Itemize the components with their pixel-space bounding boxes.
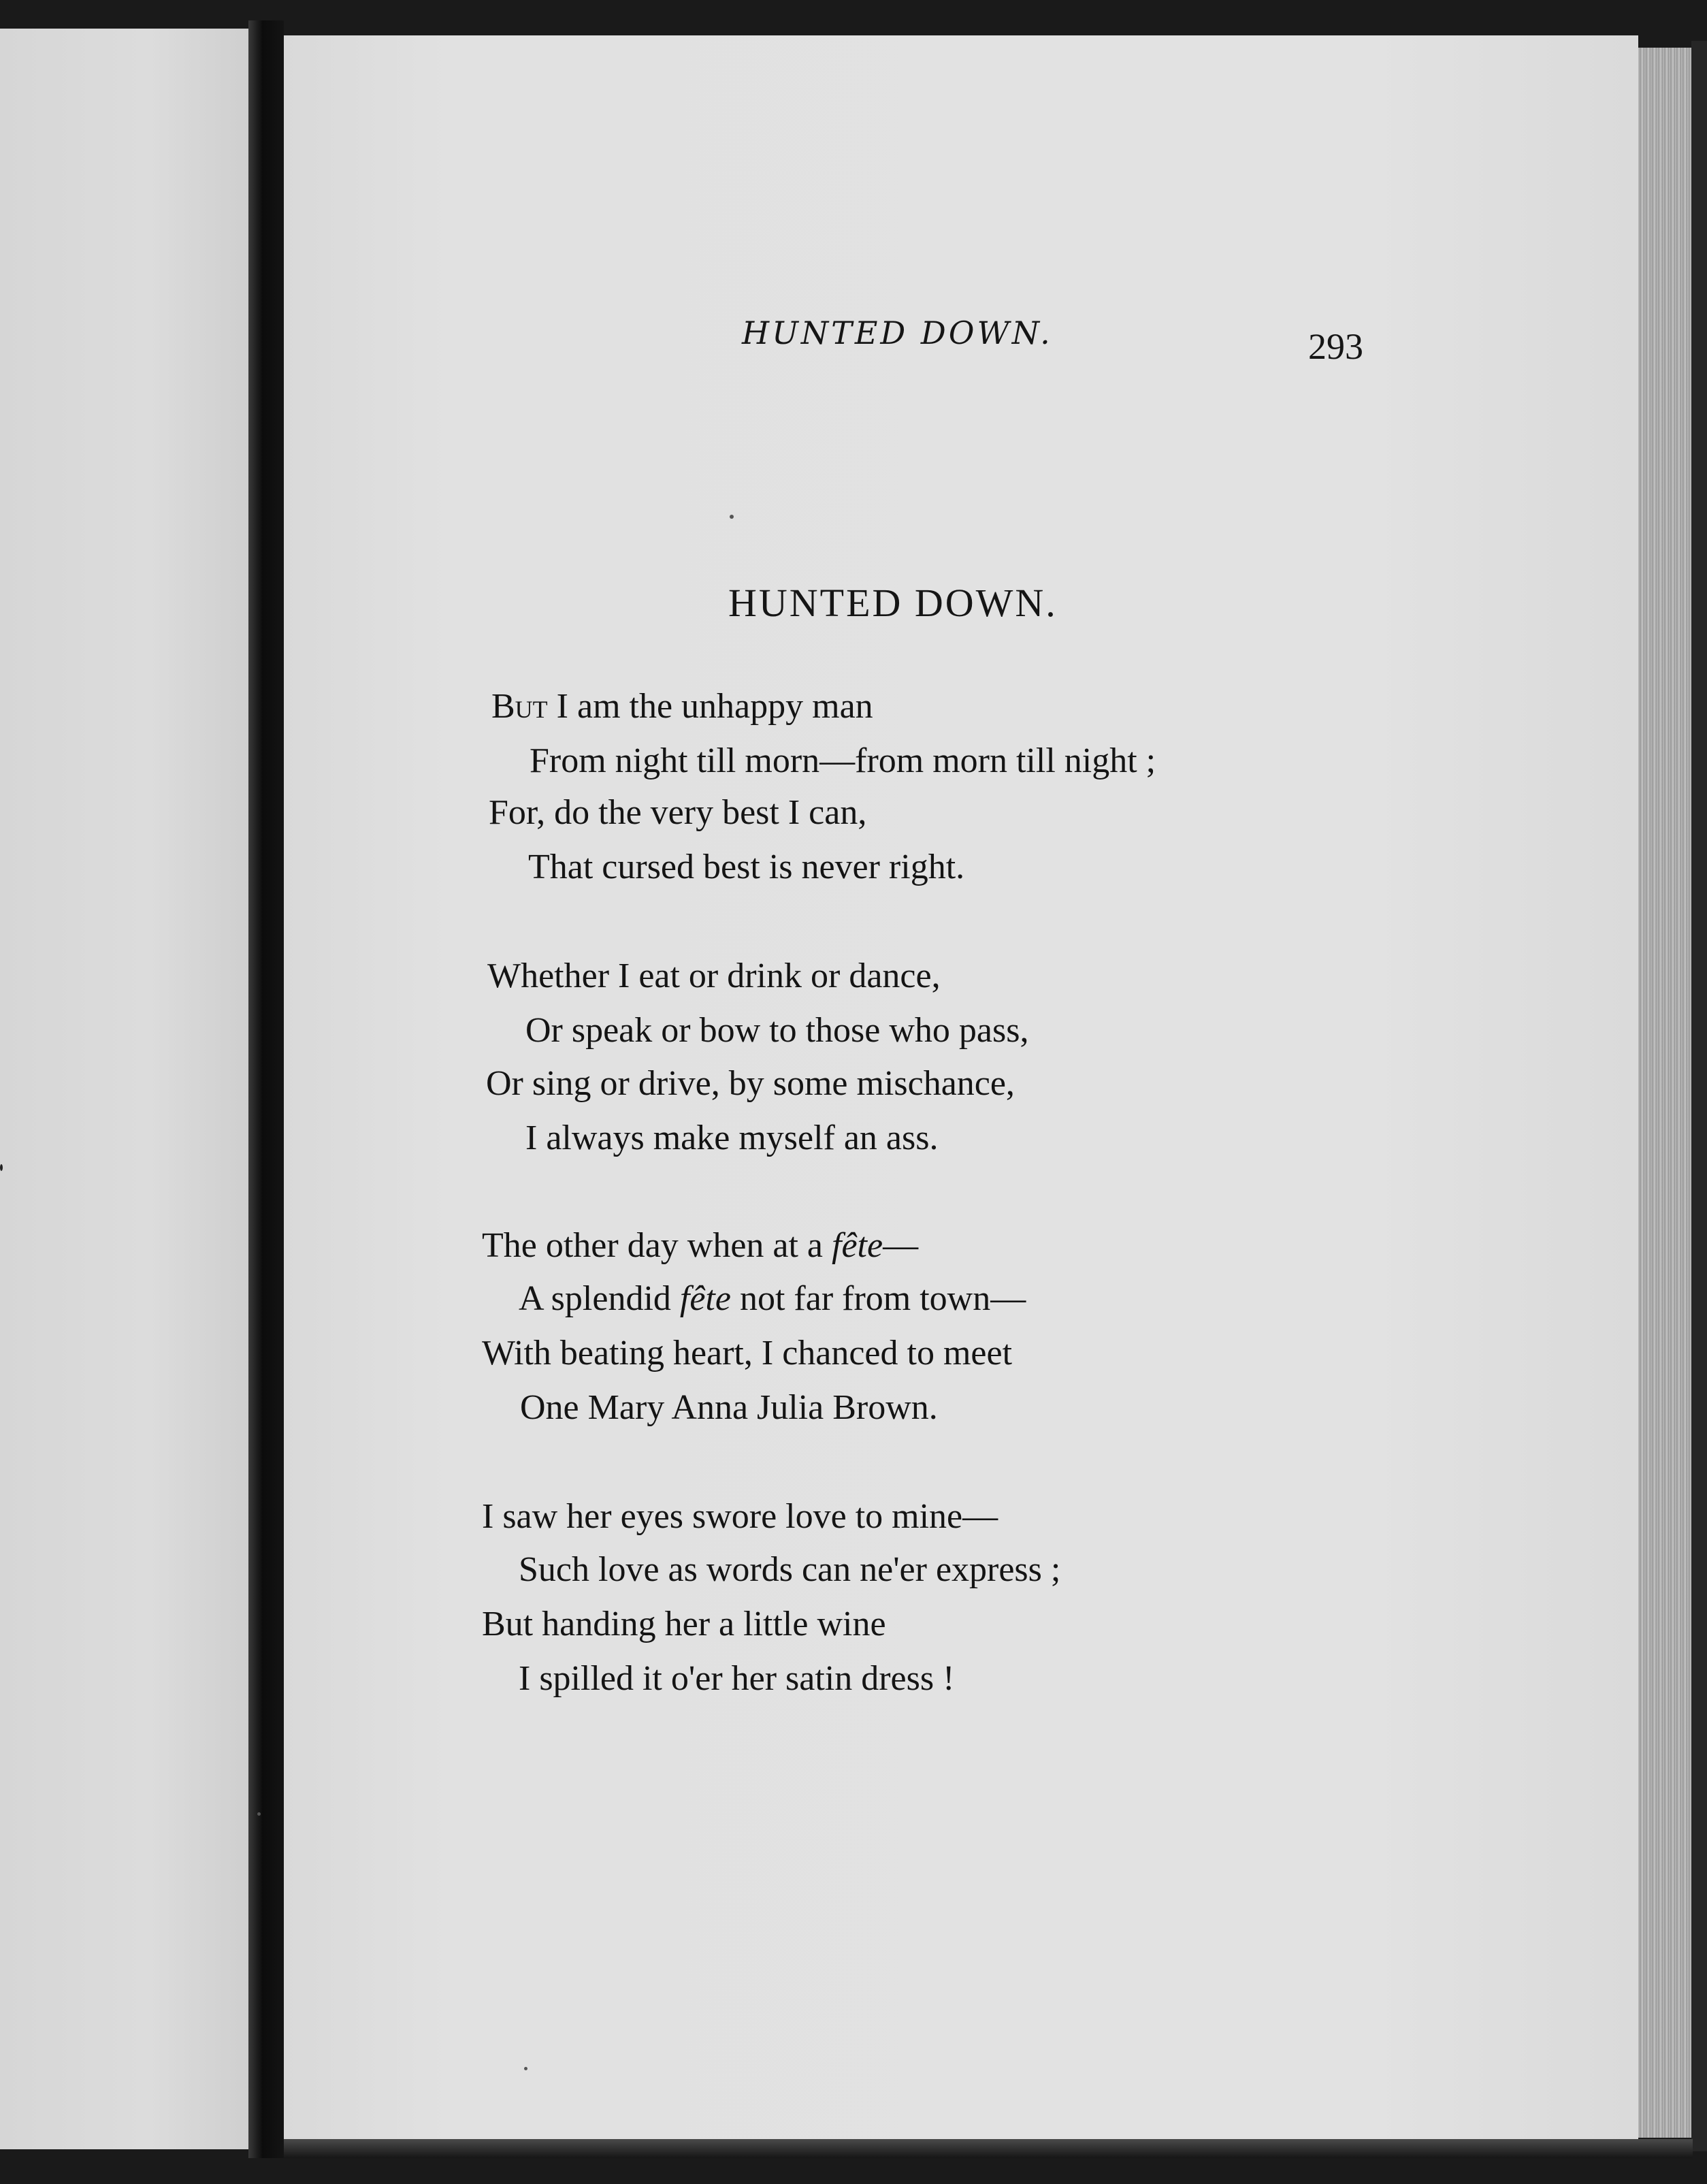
poem-line: But handing her a little wine (482, 1605, 886, 1643)
poem-line: From night till morn—from morn till night ; (530, 741, 1156, 780)
poem-line: I always make myself an ass. (525, 1119, 939, 1157)
poem-line: Whether I eat or drink or dance, (487, 957, 941, 995)
facing-page-left (0, 29, 248, 2149)
poem-line: Such love as words can ne'er express ; (519, 1550, 1061, 1589)
bottom-edge (284, 2139, 1693, 2158)
scan-speck (730, 515, 734, 519)
scan-speck (524, 2067, 527, 2070)
poem-line: Or speak or bow to those who pass, (525, 1011, 1029, 1050)
poem-line: I spilled it o'er her satin dress ! (519, 1659, 955, 1698)
poem-line (519, 1281, 1026, 1317)
poem-line: With beating heart, I chanced to meet (482, 1334, 1013, 1372)
poem-line (491, 689, 873, 724)
poem-line (482, 1228, 918, 1264)
book-gutter (248, 20, 284, 2158)
poem-line: I saw her eyes swore love to mine— (482, 1497, 998, 1536)
scan-speck (0, 1164, 3, 1171)
running-head: HUNTED DOWN. (742, 315, 1053, 351)
poem-line-text: I am the unhappy man (547, 687, 873, 726)
poem-line-text: — (883, 1226, 919, 1265)
scan-speck (257, 1812, 261, 1816)
poem-line-text: A splendid (519, 1279, 680, 1318)
poem-line-text: not far from town— (730, 1279, 1026, 1318)
poem-line-text: The other day when at a (482, 1226, 832, 1265)
poem-line: For, do the very best I can, (489, 793, 867, 832)
page-edges (1638, 48, 1691, 2138)
poem-line: One Mary Anna Julia Brown. (520, 1388, 938, 1427)
poem-line-italic: fête (679, 1279, 731, 1318)
poem-title: HUNTED DOWN. (728, 581, 1058, 625)
poem-line: Or sing or drive, by some mischance, (486, 1064, 1015, 1103)
poem-line-italic: fête (832, 1226, 883, 1265)
page-number: 293 (1308, 326, 1363, 367)
cover-edge (1691, 41, 1707, 2151)
poem-line-lead: But (491, 687, 548, 726)
poem-line: That cursed best is never right. (528, 848, 965, 886)
